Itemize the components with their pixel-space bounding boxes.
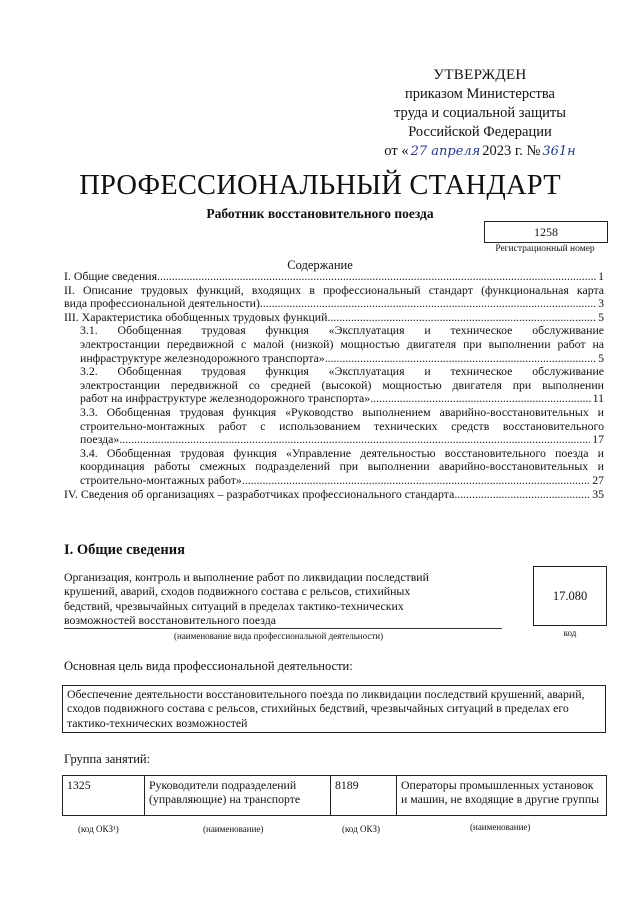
toc-item[interactable]: I. Общие сведения ..... 1: [64, 270, 604, 284]
toc-item[interactable]: II. Описание трудовых функций, входящих в профессиональный стандарт (функциональная карта вида профессиональной деятельности) ..... 3: [64, 284, 604, 311]
toc-page: 3: [598, 296, 604, 311]
activity-name: Организация, контроль и выполнение работ по ликвидации последствий крушений, аварий, сходов подвижного состава с рельсов, стихийных бедствий, чрезвычайных ситуаций в пределах тактико-технических возможностей восстановительного поезда: [64, 570, 429, 628]
toc-item[interactable]: 3.1. Обобщенная трудовая функция «Эксплуатация и техническое обслуживание электростанции передвижной с малой (низкой) мощностью двигателя при выполнении работ на инфраструктуре железнодорожного транспорта» ..... 5: [64, 324, 604, 365]
caption-code1: (код ОКЗ¹): [78, 824, 119, 834]
date-prefix: от «: [384, 143, 409, 159]
okz-code-cell: 1325: [63, 776, 145, 816]
table-row: [63, 776, 607, 816]
date-year: 2023 г. №: [482, 143, 541, 159]
toc-item[interactable]: III. Характеристика обобщенных трудовых функций ..... 5: [64, 311, 604, 325]
okz-name-cell: Операторы промышленных установок и машин, не входящие в другие группы: [397, 776, 607, 816]
activity-caption: (наименование вида профессиональной деятельности): [174, 631, 384, 641]
approval-block: [360, 66, 600, 161]
toc-page: 27: [592, 472, 604, 487]
occupation-group-table: [62, 775, 607, 816]
goal-label: Основная цель вида профессиональной деятельности:: [64, 659, 353, 673]
table-of-contents: [64, 270, 604, 501]
approval-heading: УТВЕРЖДЕН: [433, 67, 527, 83]
approval-line: труда и социальной защиты: [394, 105, 566, 121]
document-subtitle: Работник восстановительного поезда: [206, 206, 434, 221]
toc-item[interactable]: IV. Сведения об организациях – разработчиках профессионального стандарта ..... 35: [64, 488, 604, 502]
toc-item[interactable]: 3.2. Обобщенная трудовая функция «Эксплуатация и техническое обслуживание электростанции передвижной со средней (высокой) мощностью двигателя при выполнении работ на инфраструктуре железнодорожного транспорта» ..... 11: [64, 365, 604, 406]
approval-line: приказом Министерства: [405, 86, 555, 102]
caption-code2: (код ОКЗ): [342, 824, 380, 834]
caption-name2: (наименование): [470, 822, 531, 832]
toc-page: 5: [598, 350, 604, 365]
toc-heading: Содержание: [287, 258, 353, 272]
toc-item[interactable]: 3.4. Обобщенная трудовая функция «Управление деятельностью восстановительного поезда и координация работы смежных подразделений при выполнении аварийно-восстановительных и строительно-монтажных работ» ..... 27: [64, 447, 604, 488]
toc-item[interactable]: 3.3. Обобщенная трудовая функция «Руководство выполнением аварийно-восстановительных и строительно-монтажных работ с использованием технических средств восстановительного поезда» ..... 17: [64, 406, 604, 447]
registration-number-box: 1258: [484, 221, 608, 243]
toc-page: 35: [592, 486, 604, 501]
approval-line: Российской Федерации: [408, 124, 552, 140]
toc-page: 11: [592, 391, 604, 406]
okz-code-cell: 8189: [331, 776, 397, 816]
goal-box: Обеспечение деятельности восстановительного поезда по ликвидации последствий крушений, аварий, сходов подвижного состава с рельсов, стихийных бедствий, чрезвычайных ситуаций в пределах его тактико-технических возможностей: [62, 685, 606, 733]
activity-code-caption: код: [563, 628, 577, 638]
okz-name-cell: Руководители подразделений (управляющие) на транспорте: [145, 776, 331, 816]
toc-page: 17: [592, 432, 604, 447]
group-label: Группа занятий:: [64, 752, 151, 766]
toc-page: 1: [598, 269, 604, 283]
underline: [64, 628, 502, 629]
handwritten-number: 361н: [542, 144, 576, 159]
approval-date: [360, 142, 600, 161]
activity-code-box: 17.080: [533, 566, 607, 626]
handwritten-date: 27 апреля: [410, 144, 481, 159]
caption-name1: (наименование): [203, 824, 264, 834]
toc-page: 5: [598, 309, 604, 324]
section-title: I. Общие сведения: [64, 542, 185, 558]
document-title: ПРОФЕССИОНАЛЬНЫЙ СТАНДАРТ: [79, 170, 561, 201]
registration-number-label: Регистрационный номер: [495, 244, 595, 254]
